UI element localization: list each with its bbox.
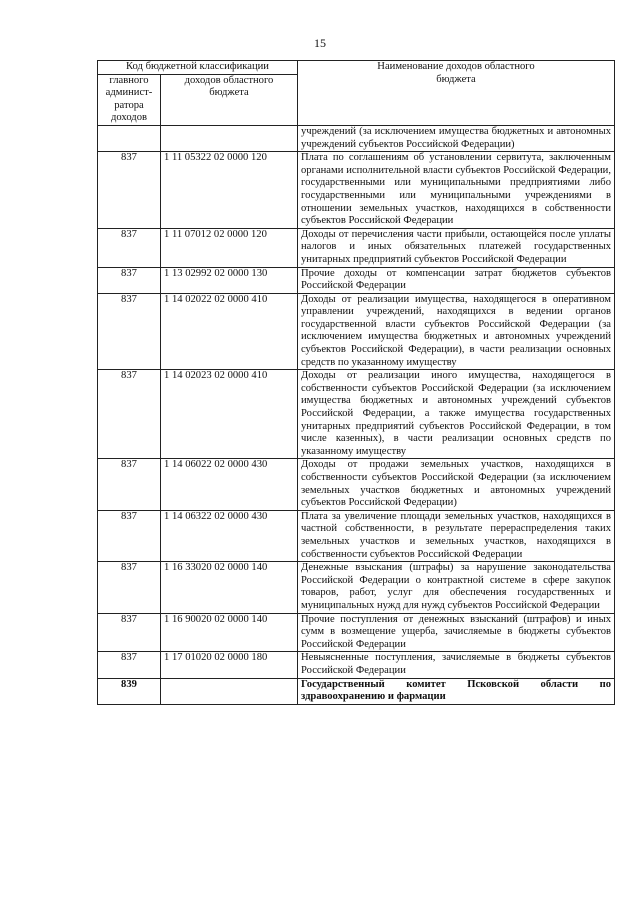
income-name-cell: Доходы от реализации иного имущества, находящегося в собственности субъектов Российской Федерации (за исключением имущества бюджетных и автономных учреждений субъектов Российской Федерации, а также имущества государственных унитарных предприятий субъектов Российской Федерации, в том числе казенных), в части реализации основных средств по указанному имуществу [298, 370, 615, 459]
table-row [98, 267, 615, 293]
table-row [98, 678, 615, 704]
header-income-name-text: Наименование доходов областного бюджета [377, 61, 535, 85]
income-name-cell: Прочие поступления от денежных взысканий (штрафов) и иных сумм в возмещение ущерба, зачисляемые в бюджеты субъектов Российской Федерации [298, 613, 615, 652]
table-row [98, 459, 615, 510]
table-row [98, 228, 615, 267]
income-code-cell [161, 678, 298, 704]
table-row [98, 125, 615, 151]
header-income-name [298, 61, 615, 126]
admin-code-cell: 837 [98, 152, 161, 229]
admin-code-cell: 837 [98, 293, 161, 370]
table-row [98, 613, 615, 652]
admin-code-cell: 837 [98, 370, 161, 459]
income-name-cell: учреждений (за исключением имущества бюджетных и автономных учреждений субъектов Российской Федерации) [298, 125, 615, 151]
header-admin-column: главного админист- ратора доходов [98, 74, 161, 125]
income-name-cell: Невыясненные поступления, зачисляемые в бюджеты субъектов Российской Федерации [298, 652, 615, 678]
table-row [98, 293, 615, 370]
income-code-cell: 1 14 06022 02 0000 430 [161, 459, 298, 510]
table-row [98, 370, 615, 459]
admin-code-cell: 837 [98, 267, 161, 293]
income-name-cell: Плата за увеличение площади земельных участков, находящихся в частной собственности, в результате перераспределения таких земельных участков и земельных участков, находящихся в собственности субъектов Российской Федерации [298, 510, 615, 561]
income-code-cell: 1 14 02022 02 0000 410 [161, 293, 298, 370]
budget-classification-table [97, 60, 615, 705]
income-code-cell [161, 125, 298, 151]
page-number: 15 [314, 36, 326, 50]
admin-code-cell: 837 [98, 459, 161, 510]
income-code-cell: 1 14 02023 02 0000 410 [161, 370, 298, 459]
income-name-cell: Доходы от продажи земельных участков, находящихся в собственности субъектов Российской Федерации (за исключением земельных участков бюджетных и автономных учреждений субъектов Российской Федерации) [298, 459, 615, 510]
header-code-column: доходов областного бюджета [161, 74, 298, 125]
admin-code-cell: 837 [98, 510, 161, 561]
income-name-cell: Плата по соглашениям об установлении сервитута, заключенным органами исполнительной власти субъектов Российской Федерации, государственными или муниципальными предприятиями либо государственными или муниципальными учреждениями в отношении земельных участков, находящихся в собственности субъектов Российской Федерации [298, 152, 615, 229]
table-row [98, 510, 615, 561]
income-name-cell: Денежные взыскания (штрафы) за нарушение законодательства Российской Федерации о контрактной системе в сфере закупок товаров, работ, услуг для обеспечения государственных и муниципальных нужд для нужд субъектов Российской Федерации [298, 562, 615, 613]
admin-code-cell: 837 [98, 652, 161, 678]
income-code-cell: 1 11 05322 02 0000 120 [161, 152, 298, 229]
header-classification-code: Код бюджетной классификации [98, 61, 298, 75]
admin-code-cell: 837 [98, 228, 161, 267]
income-name-cell: Государственный комитет Псковской области по здравоохранению и фармации [298, 678, 615, 704]
income-name-cell: Прочие доходы от компенсации затрат бюджетов субъектов Российской Федерации [298, 267, 615, 293]
table-row [98, 562, 615, 613]
income-code-cell: 1 17 01020 02 0000 180 [161, 652, 298, 678]
income-code-cell: 1 11 07012 02 0000 120 [161, 228, 298, 267]
table-row [98, 152, 615, 229]
income-name-cell: Доходы от перечисления части прибыли, остающейся после уплаты налогов и иных обязательных платежей государственных унитарных предприятий субъектов Российской Федерации [298, 228, 615, 267]
admin-code-cell: 839 [98, 678, 161, 704]
admin-code-cell: 837 [98, 613, 161, 652]
income-code-cell: 1 16 90020 02 0000 140 [161, 613, 298, 652]
admin-code-cell [98, 125, 161, 151]
income-code-cell: 1 16 33020 02 0000 140 [161, 562, 298, 613]
admin-code-cell: 837 [98, 562, 161, 613]
income-name-cell: Доходы от реализации имущества, находящегося в оперативном управлении учреждений, находящихся в ведении органов государственной власти субъектов Российской Федерации (за исключением имущества бюджетных и автономных учреждений субъектов Российской Федерации), в части реализации основных средств по указанному имуществу [298, 293, 615, 370]
income-code-cell: 1 13 02992 02 0000 130 [161, 267, 298, 293]
income-code-cell: 1 14 06322 02 0000 430 [161, 510, 298, 561]
table-row [98, 652, 615, 678]
